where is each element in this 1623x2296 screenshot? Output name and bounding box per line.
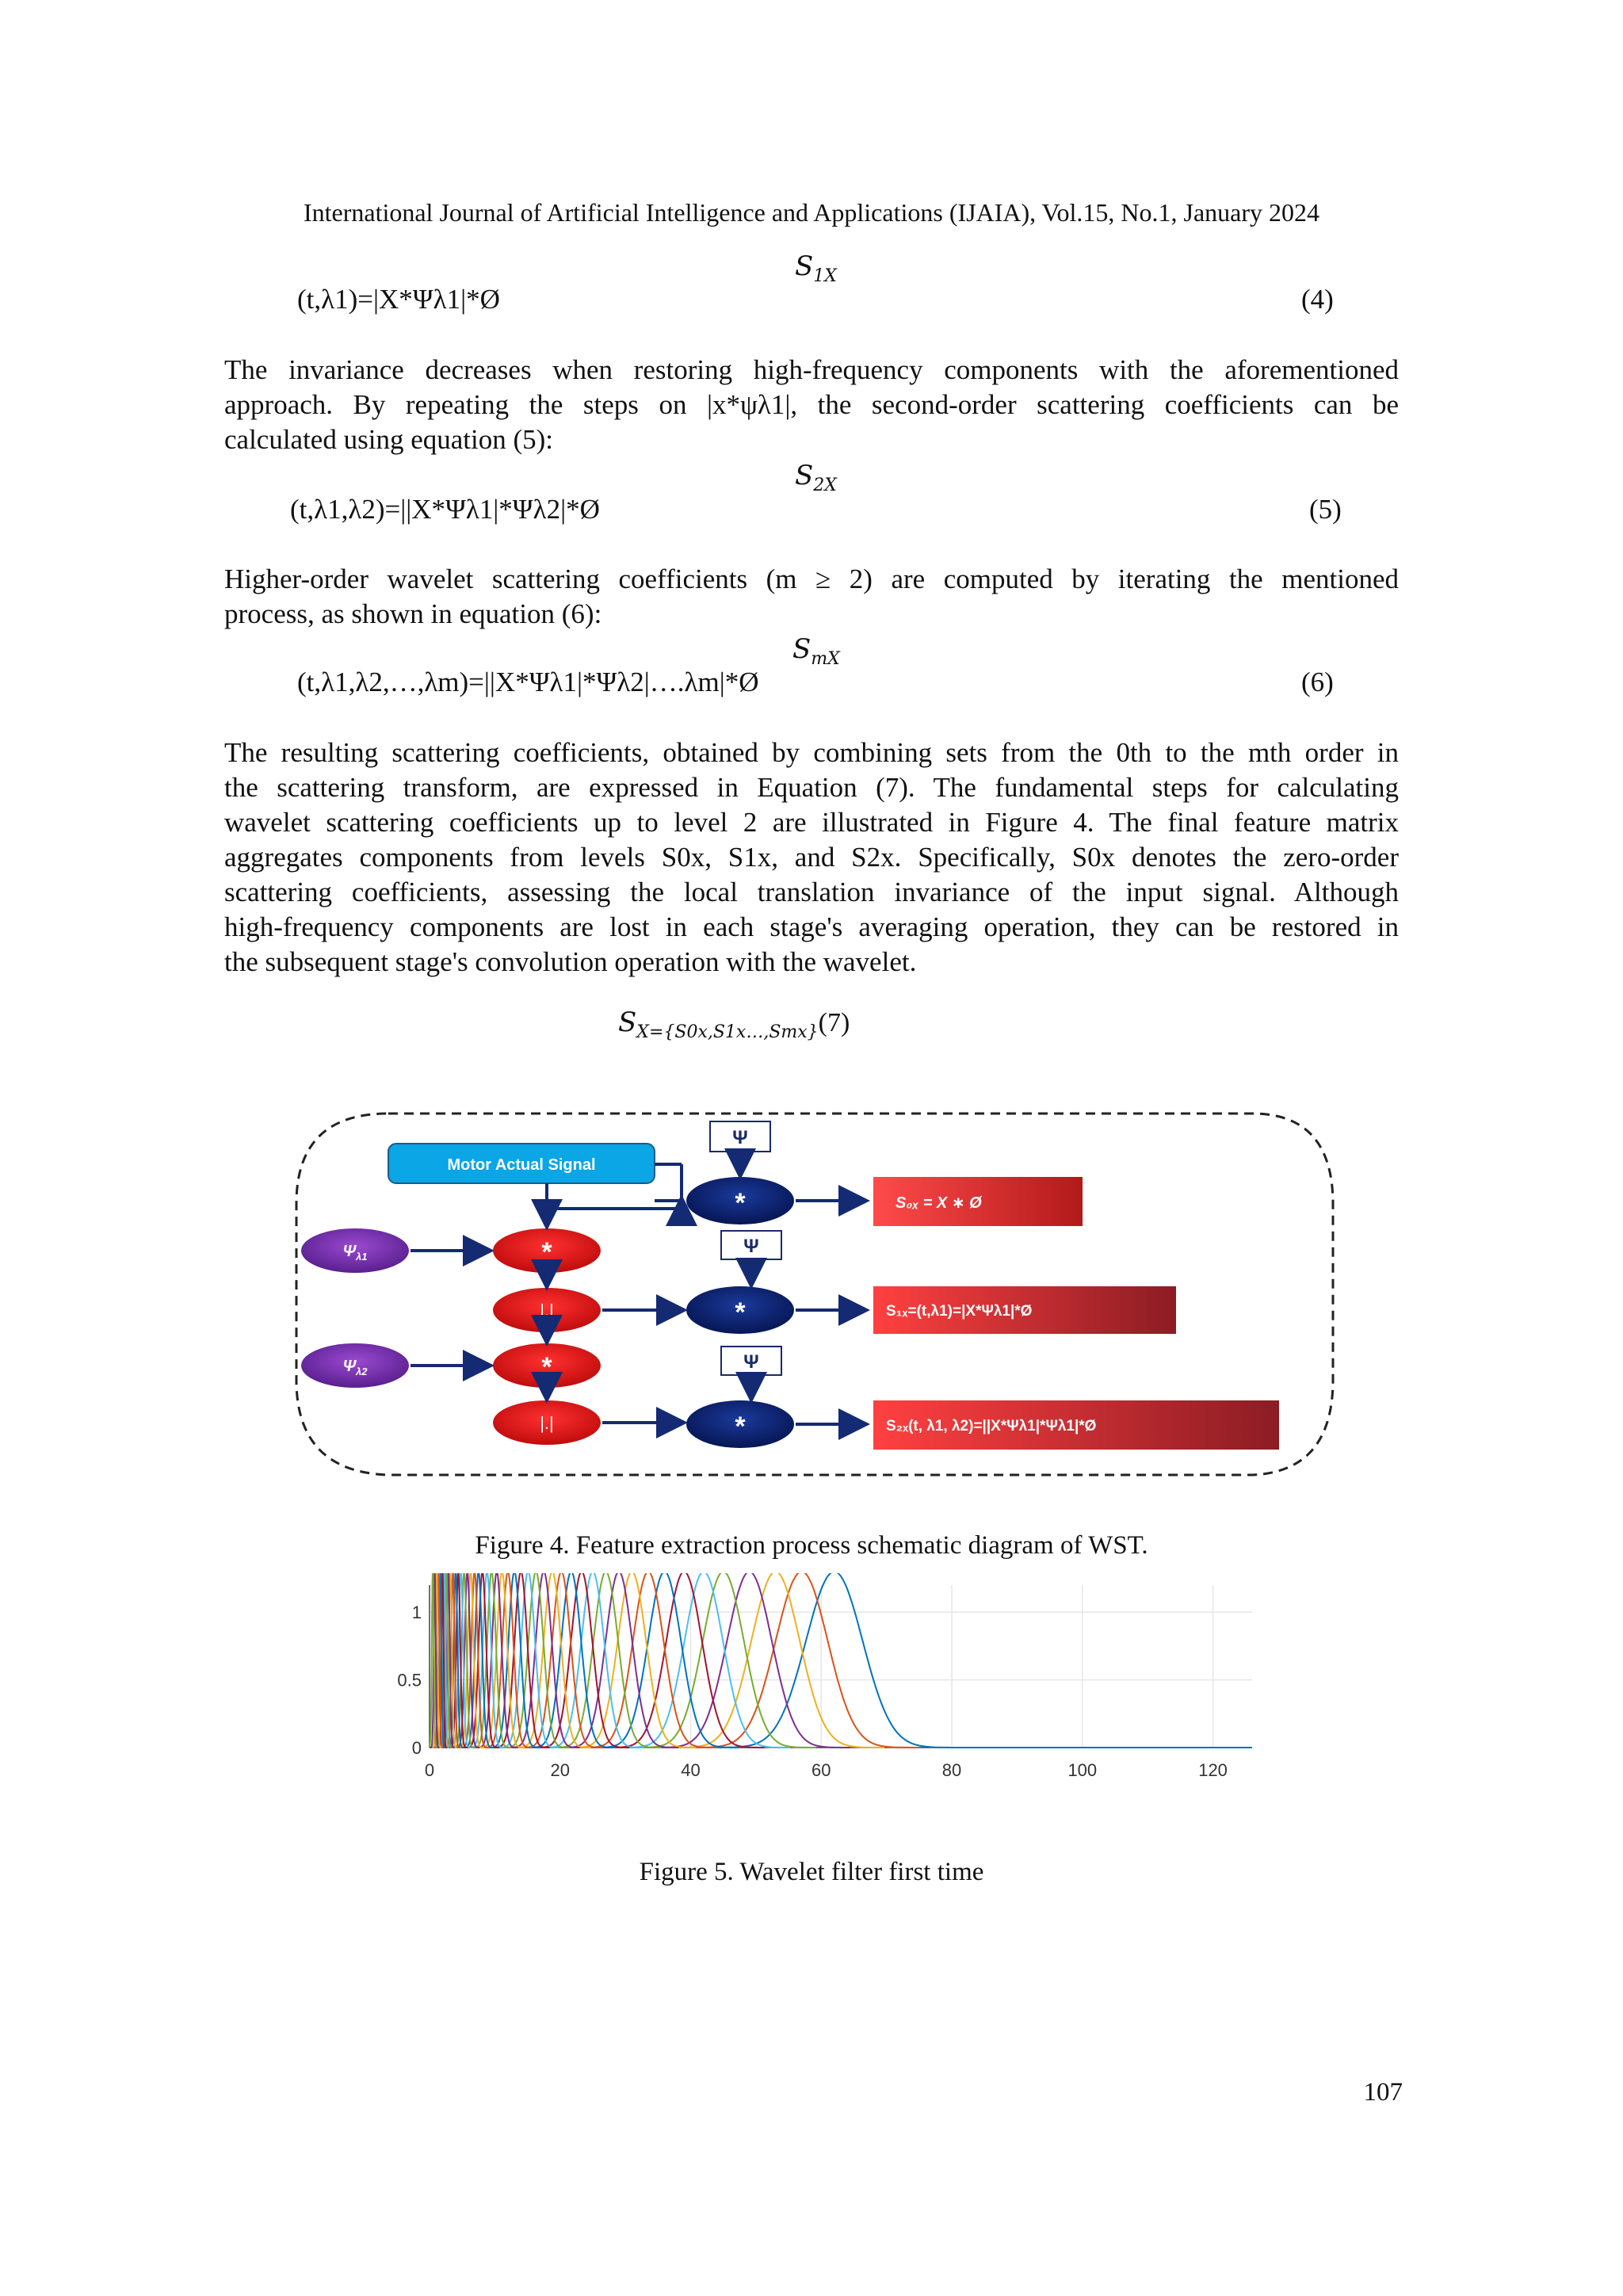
text-line: wavelet scattering coefficients up to level 2 are illustrated in Figure 4. The final feature matrix — [224, 807, 1399, 838]
conv-label: * — [541, 1352, 552, 1382]
psi-label-2: Ψ — [743, 1351, 759, 1373]
arrows — [411, 1152, 864, 1424]
x-tick-label: 100 — [1067, 1760, 1098, 1780]
motor-signal-label: Motor Actual Signal — [447, 1156, 596, 1174]
output-s1x-label: S₁ₓ=(t,λ1)=|X*Ψλ1|*Ø — [886, 1303, 1033, 1320]
text-line: high-frequency components are lost in each stage's averaging operation, they can be restored in — [224, 911, 1399, 942]
y-tick-label: 0.5 — [397, 1670, 422, 1690]
psi-label-0: Ψ — [732, 1127, 748, 1148]
y-tick-label: 1 — [411, 1603, 422, 1623]
eq7-subscript: X={S0x,S1x…,Smx} — [636, 1022, 819, 1042]
modulus-label: |.| — [540, 1301, 554, 1320]
text-line: calculated using equation (5): — [224, 424, 553, 455]
eq7-symbol: S — [618, 1007, 637, 1038]
figure5-caption: Figure 5. Wavelet filter first time — [639, 1858, 984, 1886]
eq6-number: (6) — [1301, 667, 1334, 697]
text-line: the subsequent stage's convolution operation with the wavelet. — [224, 946, 917, 977]
wavelet-filter-chart — [372, 1573, 1276, 1799]
x-tick-label: 40 — [681, 1760, 701, 1780]
filter-curve — [707, 1573, 1252, 1748]
psi-lambda2-label: $\Psi_{\lambda 2}$ — [342, 1358, 368, 1377]
paragraph-1 — [224, 353, 1399, 457]
eq6-symbol: $S_{mX}$ — [792, 633, 840, 669]
x-tick-label: 80 — [941, 1760, 962, 1780]
eq4-number: (4) — [1301, 284, 1334, 315]
text-line: scattering coefficients, assessing the local translation invariance of the input signal. Although — [224, 877, 1399, 907]
text-line: The invariance decreases when restoring high-frequency components with the aforementioned — [224, 354, 1399, 385]
eq5-number: (5) — [1309, 494, 1342, 525]
eq6-body: (t,λ1,λ2,…,λm)=||X*Ψλ1|*Ψλ2|….λm|*Ø — [297, 667, 759, 697]
x-tick-label: 0 — [424, 1760, 435, 1780]
psi-label-1: Ψ — [743, 1236, 759, 1257]
eq5-body: (t,λ1,λ2)=||X*Ψλ1|*Ψλ2|*Ø — [290, 494, 600, 525]
text-line: aggregates components from levels S0x, S1x, and S2x. Specifically, S0x denotes the zero-order — [224, 842, 1399, 873]
text-line: process, as shown in equation (6): — [224, 598, 602, 629]
output-s0x-label: S₀ₓ = X ∗ Ø — [896, 1194, 982, 1212]
x-tick-label: 60 — [812, 1760, 831, 1780]
conv-label: * — [735, 1297, 746, 1328]
figure4-caption: Figure 4. Feature extraction process schematic diagram of WST. — [475, 1531, 1148, 1560]
modulus-label: |.| — [540, 1413, 554, 1433]
wst-diagram — [293, 1106, 1347, 1486]
eq4-body: (t,λ1)=|X*Ψλ1|*Ø — [297, 284, 500, 315]
page-number: 107 — [1363, 2078, 1403, 2107]
y-tick-label: 0 — [411, 1738, 422, 1758]
eq5-symbol: $S_{2X}$ — [795, 460, 837, 495]
x-tick-label: 120 — [1198, 1760, 1228, 1780]
paragraph-2 — [224, 562, 1399, 632]
text-line: The resulting scattering coefficients, obtained by combining sets from the 0th to the mth order in — [224, 737, 1399, 768]
eq7 — [618, 1007, 850, 1042]
text-line: approach. By repeating the steps on |x*ψλ1|, the second-order scattering coefficients can be — [224, 389, 1399, 420]
psi-lambda1-label: $\Psi_{\lambda 1}$ — [342, 1243, 368, 1263]
eq4-symbol: $S_{1X}$ — [795, 250, 837, 286]
paragraph-3 — [224, 735, 1399, 980]
text-line: the scattering transform, are expressed in Equation (7). The fundamental steps for calculating — [224, 772, 1399, 803]
conv-label: * — [541, 1237, 552, 1267]
x-tick-label: 20 — [550, 1760, 571, 1780]
conv-label: * — [735, 1412, 746, 1442]
output-s2x-label: S₂ₓ(t, λ1, λ2)=||X*Ψλ1|*Ψλ1|*Ø — [886, 1418, 1097, 1435]
conv-label: * — [735, 1188, 746, 1218]
eq7-number: (7) — [818, 1008, 850, 1037]
running-header: International Journal of Artificial Intelligence and Applications (IJAIA), Vol.15, No.1, January 2024 — [303, 198, 1320, 227]
text-line: Higher-order wavelet scattering coefficients (m ≥ 2) are computed by iterating the mentioned — [224, 563, 1399, 594]
